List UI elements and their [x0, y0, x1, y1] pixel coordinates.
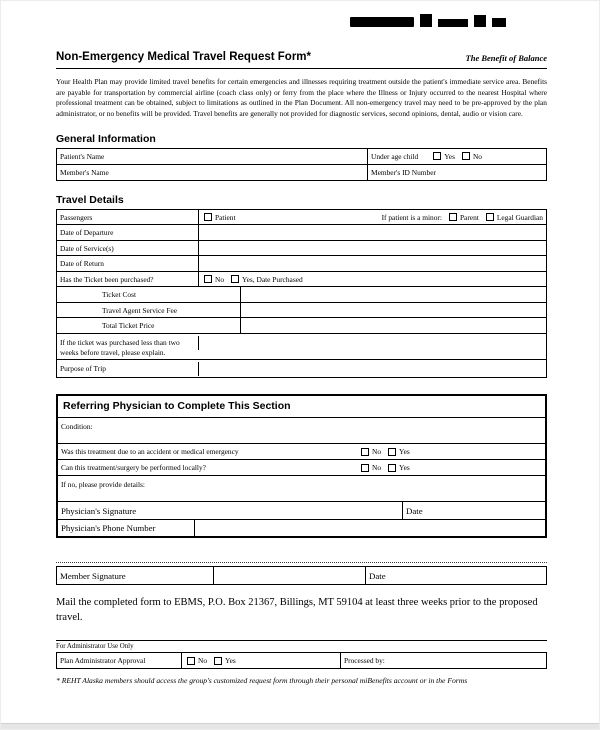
- dotted-divider: [56, 562, 547, 563]
- table-row: [57, 149, 546, 164]
- ticket-purchased-options-cell: [198, 272, 546, 287]
- physician-section: [56, 394, 547, 538]
- processed-by-field[interactable]: [340, 653, 546, 669]
- table-row: [57, 224, 546, 240]
- ticket-yes-checkbox[interactable]: [231, 275, 239, 283]
- under-age-yes-label: Yes: [444, 151, 455, 161]
- condition-label: Condition:: [61, 422, 93, 432]
- local-question-label: Can this treatment/surgery be performed locally?: [61, 463, 206, 473]
- admin-no-checkbox[interactable]: [187, 657, 195, 665]
- accident-question-row: [58, 443, 545, 459]
- member-signature-field[interactable]: [213, 567, 365, 584]
- local-question-row: [58, 459, 545, 475]
- member-date-label: Date: [369, 570, 386, 581]
- accident-options-cell: [356, 444, 413, 459]
- local-no-label: No: [372, 463, 382, 473]
- form-header: [56, 51, 547, 63]
- physician-phone-field[interactable]: [194, 520, 545, 536]
- date-of-departure-field[interactable]: [198, 225, 546, 240]
- table-row: [57, 317, 546, 333]
- details-field[interactable]: [58, 478, 545, 501]
- parent-label: Parent: [459, 212, 479, 222]
- ticket-no-label: No: [215, 274, 225, 284]
- patient-checkbox[interactable]: [204, 213, 212, 221]
- table-row: [57, 240, 546, 256]
- late-purchase-label: If the ticket was purchased less than two weeks before travel, please explain.: [60, 337, 180, 357]
- patient-label: Patient: [215, 212, 236, 222]
- mail-instruction: Mail the completed form to EBMS, P.O. Box 21367, Billings, MT 59104 at least three weeks prior to the proposed travel.: [56, 597, 538, 623]
- patients-name-field[interactable]: [57, 149, 367, 164]
- total-price-field[interactable]: [240, 318, 546, 333]
- details-row: [58, 475, 545, 501]
- table-row: [57, 271, 546, 287]
- ticket-purchased-label: Has the Ticket been purchased?: [60, 274, 154, 284]
- under-age-child-label: Under age child: [371, 151, 419, 161]
- patients-name-label: Patient's Name: [60, 151, 105, 161]
- members-id-label: Member's ID Number: [371, 167, 436, 177]
- travel-details-table: [56, 209, 547, 378]
- local-yes-checkbox[interactable]: [388, 464, 396, 472]
- ticket-cost-field[interactable]: [240, 287, 546, 302]
- page-bottom-edge: [1, 723, 599, 729]
- under-age-no-label: No: [472, 151, 483, 161]
- processed-by-label: Processed by:: [344, 656, 385, 665]
- legal-guardian-checkbox[interactable]: [486, 213, 494, 221]
- table-row: [57, 210, 546, 225]
- under-age-yes-checkbox[interactable]: [433, 152, 441, 160]
- agent-fee-label: Travel Agent Service Fee: [102, 305, 178, 315]
- under-age-no-checkbox[interactable]: [462, 152, 470, 160]
- member-date-field[interactable]: [365, 567, 546, 584]
- passengers-options-cell: [198, 210, 546, 225]
- physician-section-heading: Referring Physician to Complete This Section: [63, 400, 291, 413]
- admin-heading: For Administrator Use Only: [56, 642, 134, 650]
- members-name-label: Member's Name: [60, 167, 109, 177]
- page-title: Non-Emergency Medical Travel Request Form*: [56, 51, 311, 63]
- accident-yes-checkbox[interactable]: [388, 448, 396, 456]
- member-signature-table: [56, 566, 547, 585]
- ticket-cost-label: Ticket Cost: [102, 290, 137, 300]
- member-signature-row: [57, 567, 546, 584]
- agent-fee-field[interactable]: [240, 303, 546, 318]
- legal-guardian-label: Legal Guardian: [496, 212, 543, 222]
- minor-label: If patient is a minor:: [381, 212, 442, 222]
- local-options-cell: [356, 460, 413, 475]
- members-name-field[interactable]: [57, 165, 367, 180]
- date-of-departure-label: Date of Departure: [60, 228, 114, 238]
- purpose-of-trip-label: Purpose of Trip: [60, 363, 106, 373]
- physician-phone-row: [58, 519, 545, 536]
- admin-no-label: No: [198, 656, 208, 665]
- total-price-label: Total Ticket Price: [102, 321, 155, 331]
- admin-approval-row: [57, 653, 546, 669]
- intro-paragraph: Your Health Plan may provide limited travel benefits for certain emergencies and illnesses requiring treatment outside the patient's immediate service area. Benefits are payable for transportation by commercial airline (coach class only) or ferry from the place where the Illness or Injury occurred to the nearest Hospital where professional treatment can be obtained, subject to limitations as outlined in the Plan Document. All non-emergency travel may need to be pre-approved by the plan administrator, or no benefits will be provided. Travel benefits are generally not provided for diagnostic services, second opinions, dental, audio or vision care.: [56, 77, 547, 119]
- member-signature-label: Member Signature: [60, 570, 126, 581]
- late-purchase-field[interactable]: [198, 336, 546, 351]
- local-yes-label: Yes: [399, 463, 410, 473]
- title-divider: [56, 68, 547, 69]
- table-row: [57, 255, 546, 271]
- general-info-table: [56, 148, 547, 181]
- physician-signature-field[interactable]: [58, 502, 402, 519]
- admin-table: [56, 652, 547, 670]
- general-info-heading: General Information: [56, 132, 156, 145]
- physician-signature-row: [58, 501, 545, 519]
- date-of-return-field[interactable]: [198, 256, 546, 271]
- accident-no-checkbox[interactable]: [361, 448, 369, 456]
- condition-field[interactable]: [58, 420, 545, 443]
- accident-no-label: No: [372, 447, 382, 457]
- table-row: [57, 302, 546, 318]
- accident-yes-label: Yes: [399, 447, 410, 457]
- details-label: If no, please provide details:: [61, 480, 145, 490]
- table-row: [57, 359, 546, 378]
- physician-signature-label: Physician's Signature: [61, 505, 137, 516]
- admin-approval-options-cell: [181, 653, 340, 669]
- date-of-return-label: Date of Return: [60, 259, 104, 269]
- admin-yes-checkbox[interactable]: [214, 657, 222, 665]
- admin-divider: [56, 640, 547, 641]
- condition-row: [58, 417, 545, 443]
- table-row: [57, 286, 546, 302]
- local-no-checkbox[interactable]: [361, 464, 369, 472]
- ticket-no-checkbox[interactable]: [204, 275, 212, 283]
- date-of-services-field[interactable]: [198, 241, 546, 256]
- purpose-of-trip-field[interactable]: [198, 362, 546, 377]
- travel-details-heading: Travel Details: [56, 193, 124, 206]
- brand-tagline: The Benefit of Balance: [465, 53, 547, 63]
- parent-checkbox[interactable]: [449, 213, 457, 221]
- admin-approval-label: Plan Administrator Approval: [60, 656, 146, 665]
- passengers-label: Passengers: [60, 212, 93, 222]
- physician-date-label: Date: [406, 505, 423, 516]
- members-id-field[interactable]: [367, 165, 546, 180]
- date-of-services-label: Date of Service(s): [60, 243, 114, 253]
- under-age-child-cell: [367, 149, 546, 164]
- admin-yes-label: Yes: [225, 656, 236, 665]
- table-row: [57, 333, 546, 359]
- physician-phone-label: Physician's Phone Number: [61, 523, 156, 534]
- ticket-yes-label: Yes, Date Purchased: [242, 274, 303, 284]
- physician-date-field[interactable]: [402, 502, 545, 519]
- table-row: [57, 164, 546, 180]
- accident-question-label: Was this treatment due to an accident or medical emergency: [61, 447, 239, 457]
- footnote: * REHT Alaska members should access the group's customized request form through their personal miBenefits account or in the Forms: [56, 676, 468, 686]
